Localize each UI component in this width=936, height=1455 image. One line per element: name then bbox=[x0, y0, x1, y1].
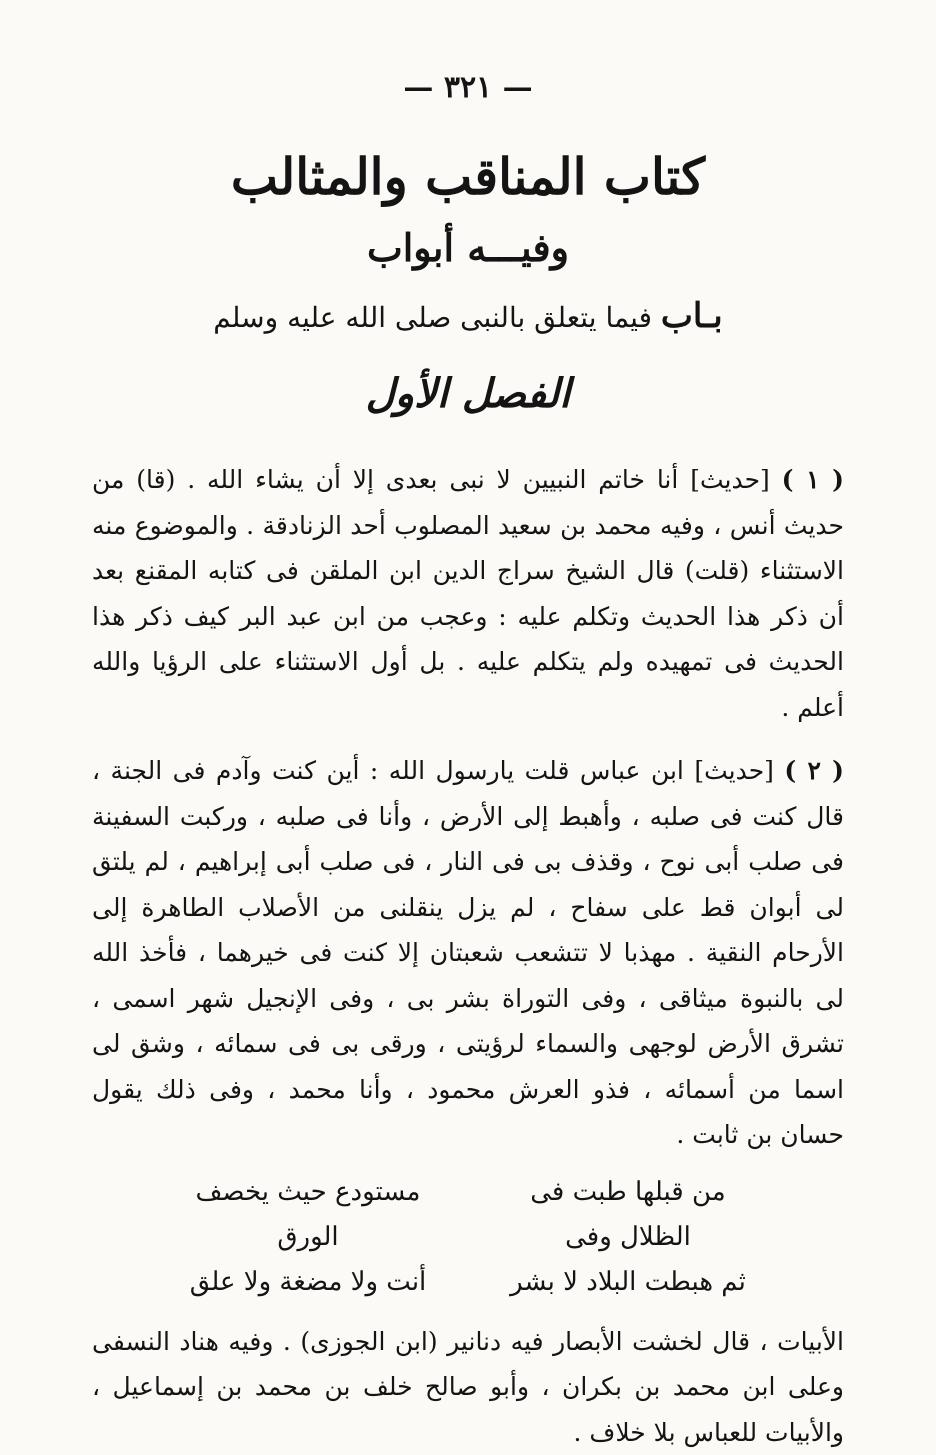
subtitle: وفيـــه أبواب bbox=[92, 225, 844, 270]
verse-line bbox=[92, 1170, 844, 1260]
chapter-word: بـاب bbox=[661, 296, 723, 336]
hadith-number: ( ٢ ) bbox=[784, 756, 844, 785]
section-title: الفصل الأول bbox=[92, 370, 844, 417]
poetry-verses bbox=[92, 1170, 844, 1305]
closing-paragraph: الأبيات ، قال لخشت الأبصار فيه دنانير (ابن الجوزى) . وفيه هناد النسفى وعلى ابن محمد بن بكران ، وأبو صالح خلف بن محمد بن إسماعيل ، والأبيات للعباس بلا خلاف . bbox=[92, 1319, 844, 1455]
chapter-text: فيما يتعلق بالنبى صلى الله عليه وسلم bbox=[213, 301, 652, 334]
verse-second-hemistich: مستودع حيث يخصف الورق bbox=[178, 1170, 438, 1260]
hadith-text: [حديث] ابن عباس قلت يارسول الله : أين كنت وآدم فى الجنة ، قال كنت فى صلبه ، وأهبط إلى الأرض ، وأنا فى صلبه ، وركبت السفينة فى صلب أبى نوح ، وقذف بى فى النار ، فى صلب أبى إبراهيم ، لم يلتق لى أبوان قط على سفاح ، لم يزل ينقلنى من الأصلاب الطاهرة إلى الأرحام النقية . مهذبا لا تتشعب شعبتان إلا كنت فى خيرهما ، فأخذ الله لى بالنبوة ميثاقى ، وفى التوراة بشر بى ، وفى الإنجيل شهر اسمى ، تشرق الأرض لوجهى والسماء لرؤيتى ، ورقى بى فى سمائه ، وشق لى اسما من أسمائه ، فذو العرش محمود ، وأنا محمد ، وفى ذلك يقول حسان بن ثابت . bbox=[92, 756, 844, 1149]
hadith-paragraph-2 bbox=[92, 748, 844, 1158]
verse-second-hemistich: أنت ولا مضغة ولا علق bbox=[178, 1260, 438, 1305]
book-title: كتاب المناقب والمثالب bbox=[92, 147, 844, 207]
hadith-number: ( ١ ) bbox=[782, 465, 844, 494]
hadith-text: [حديث] أنا خاتم النبيين لا نبى بعدى إلا أن يشاء الله . (قا) من حديث أنس ، وفيه محمد بن سعيد المصلوب أحد الزنادقة . والموضوع منه الاستثناء (قلت) قال الشيخ سراج الدين ابن الملقن فى كتابه المقنع بعد أن ذكر هذا الحديث وتكلم عليه : وعجب من ابن عبد البر كيف ذكر هذا الحديث فى تمهيده ولم يتكلم عليه . بل أول الاستثناء على الرؤيا والله أعلم . bbox=[92, 465, 844, 722]
chapter-heading bbox=[92, 296, 844, 336]
verse-first-hemistich: ثم هبطت البلاد لا بشر bbox=[498, 1260, 758, 1305]
verse-line bbox=[92, 1260, 844, 1305]
verse-first-hemistich: من قبلها طبت فى الظلال وفى bbox=[498, 1170, 758, 1260]
hadith-paragraph-1 bbox=[92, 457, 844, 730]
page-number: — ٣٢١ — bbox=[92, 70, 844, 105]
